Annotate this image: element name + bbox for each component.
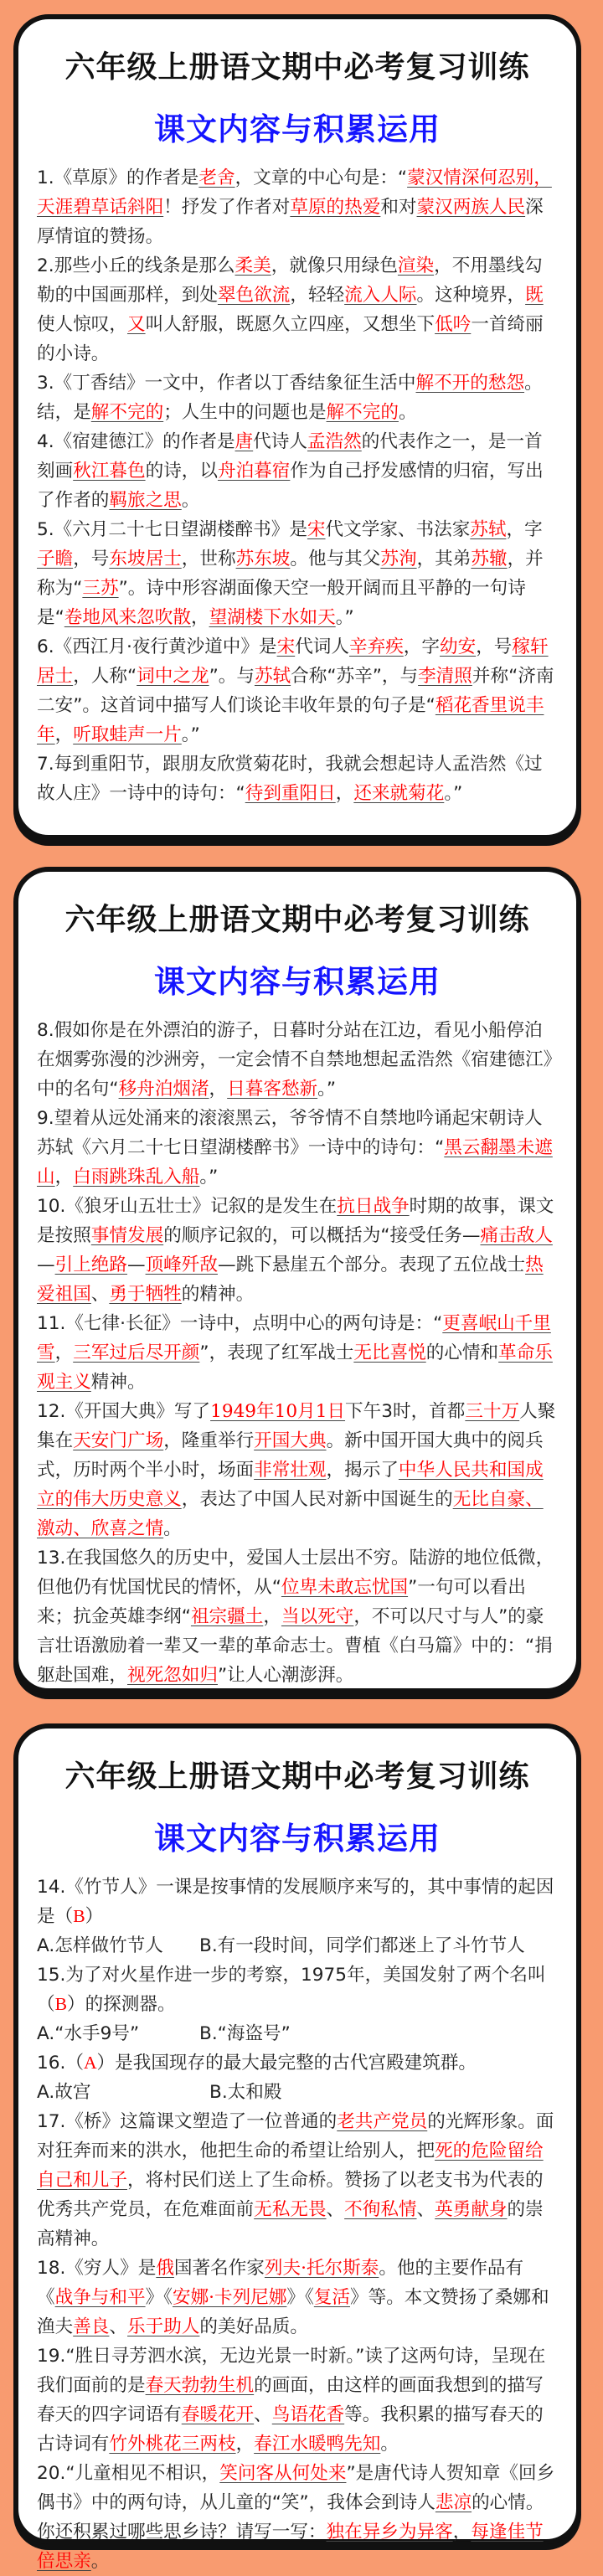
question-item — [37, 632, 559, 750]
question-text: ， — [263, 1606, 281, 1627]
answer-options — [37, 2019, 559, 2048]
answer-fill: 解不完的 — [90, 402, 164, 423]
question-item — [37, 368, 559, 427]
worksheet-card-2 — [13, 867, 581, 1693]
question-item — [37, 2459, 559, 2576]
answer-fill: 黑云翻墨未遮山 — [37, 1137, 553, 1188]
question-text: ”，表现了红军战士 — [199, 1342, 354, 1363]
question-text: ， — [209, 1079, 228, 1100]
question-text: ”让人心潮澎湃。 — [217, 1665, 354, 1686]
answer-fill: 痛击敌人 — [480, 1225, 553, 1246]
section-subtitle: 课文内容与积累运用 — [154, 964, 441, 1000]
answer-fill: 宋 — [276, 636, 296, 657]
question-list — [37, 1016, 559, 1690]
answer-fill: 解不完的 — [326, 402, 399, 423]
answer-fill: 渲染 — [397, 255, 435, 276]
question-text: 4.《宿建德江》的作者是 — [37, 431, 235, 452]
answer-fill: 苏轼 — [254, 666, 291, 687]
question-item — [37, 1104, 559, 1192]
choice-answer: B — [73, 1906, 85, 1926]
question-text: 的美好品质。 — [199, 2316, 308, 2337]
answer-fill: 死的危险留给自己和儿子 — [37, 2141, 544, 2191]
question-text: 叫人舒服，既愿久立四座，又想坐下 — [145, 314, 436, 335]
answer-fill: 安娜·卡列尼娜 — [172, 2287, 287, 2308]
answer-fill: 翠色欲流 — [217, 285, 291, 306]
question-text: 。他的主要作品有《 — [37, 2258, 524, 2308]
answer-fill: 列夫·托尔斯泰 — [264, 2258, 379, 2279]
answer-fill: 抗日战争 — [337, 1196, 410, 1217]
question-text: ，字 — [403, 636, 440, 657]
question-item — [37, 2254, 559, 2342]
question-text: ”一句可以看出来；抗金英雄李纲“ — [37, 1577, 526, 1627]
question-text: 。” — [317, 1079, 337, 1100]
question-text: 的心情和 — [425, 1342, 499, 1363]
question-item — [37, 1309, 559, 1397]
question-item — [37, 163, 559, 251]
question-text: 并称“济南二安”。这首词中描写人们谈论丰收年景的句子是“ — [37, 666, 554, 716]
question-text: 的心情。你还积累过哪些思乡诗？请写一写： — [37, 2492, 544, 2543]
answer-fill: 稻花香里说丰年 — [37, 695, 544, 745]
question-text: ） — [85, 1906, 104, 1927]
question-text: 17.《桥》这篇课文塑造了一位普通的 — [37, 2111, 338, 2132]
answer-fill: 还来就菊花 — [353, 783, 445, 804]
answer-fill: 1949年10月1日 — [210, 1401, 346, 1422]
option-b: B.太和殿 — [209, 2082, 282, 2103]
answer-fill: 听取蛙声一片 — [73, 724, 182, 745]
question-text: 代词人 — [295, 636, 349, 657]
question-text: ）是我国现存的最大最完整的古代宫殿建筑群。 — [96, 2053, 477, 2074]
question-text: ，隆重举行 — [163, 1430, 255, 1451]
answer-fill: 鸟语花香 — [271, 2404, 345, 2425]
question-text: 20.“儿童相见不相识， — [37, 2463, 220, 2484]
question-item — [37, 2107, 559, 2254]
answer-fill: 解不开的愁怨 — [415, 373, 525, 394]
question-text: 3.《丁香结》一文中，作者以丁香结象征生活中 — [37, 373, 416, 394]
option-b: B.有一段时间，同学们都迷上了斗竹节人 — [199, 1935, 525, 1956]
question-item — [37, 750, 559, 808]
question-list — [37, 163, 559, 808]
option-a: A.怎样做竹节人 — [37, 1935, 163, 1956]
question-text: ， — [54, 724, 74, 745]
question-text: 。结，是 — [37, 373, 543, 423]
section-subtitle: 课文内容与积累运用 — [154, 111, 441, 147]
answer-fill: 移舟泊烟渚 — [118, 1079, 209, 1100]
answer-fill: 苏辙 — [471, 549, 508, 569]
answer-fill: 竹外桃花三两枝 — [109, 2434, 236, 2455]
answer-fill: 唐 — [234, 431, 254, 452]
question-text: 。” — [335, 607, 354, 628]
question-text: 。” — [199, 1167, 219, 1188]
answer-fill: 三十万 — [465, 1401, 520, 1422]
answer-fill: 既 — [525, 285, 544, 306]
question-text: ，号 — [73, 549, 110, 569]
question-text: 的画面，由这样的画面我想到的描写春天的四字词语有 — [37, 2375, 544, 2425]
question-text: 。这种境界， — [416, 285, 526, 306]
answer-fill: 羁旅之思 — [109, 490, 182, 511]
answer-fill: 蒙汉两族人民 — [416, 197, 526, 218]
question-text: 的光辉形象。面对狂奔而来的洪水，他把生命的希望让给别人，把 — [37, 2111, 554, 2161]
answer-fill: 勇于牺牲 — [109, 1284, 182, 1305]
answer-fill: 顶峰歼敌 — [145, 1255, 218, 1275]
question-text: 人聚集在 — [37, 1401, 556, 1451]
answer-fill: 革命乐观主义 — [37, 1342, 553, 1393]
question-text: 9.望着从远处涌来的滚滚黑云，爷爷情不自禁地吟诵起宋朝诗人苏轼《六月二十七日望湖楼醉书》一诗中的诗句：“ — [37, 1108, 543, 1158]
answer-fill: 子瞻 — [37, 549, 74, 569]
question-text: 。 — [181, 490, 200, 511]
answer-fill: 稼轩居士 — [37, 636, 549, 687]
question-text: ）的探测器。 — [67, 1994, 176, 2015]
answer-fill: 热爱祖国 — [37, 1255, 544, 1305]
answer-fill: 春暖花开 — [181, 2404, 255, 2425]
question-text: 。新中国开国大典中的阅兵式，历时两个半小时，场面 — [37, 1430, 544, 1481]
answer-fill: 春天勃勃生机 — [145, 2375, 255, 2396]
answer-fill: 事情发展 — [90, 1225, 164, 1246]
answer-fill: 舟泊暮宿 — [217, 461, 291, 482]
worksheet-title: 六年级上册语文期中必考复习训练 — [64, 903, 530, 937]
question-text: 的精神。 — [181, 1284, 255, 1305]
question-text: 8.假如你是在外漂泊的游子，日暮时分站在江边，看见小船停泊在烟雾弥漫的沙洲旁，一定会情不自禁地想起孟浩然《宿建德江》中的名句“ — [37, 1020, 553, 1100]
answer-fill: 低吟 — [435, 314, 472, 335]
question-text: ，并称为“ — [37, 549, 544, 599]
answer-options — [37, 2078, 559, 2107]
answer-fill: 待到重阳日 — [245, 783, 336, 804]
answer-fill: 秋江暮色 — [73, 461, 146, 482]
answer-fill: 中华人民共和国成立的伟大历史意义 — [37, 1460, 544, 1510]
question-text: —跳下悬崖五个部分。表现了五位战士 — [217, 1255, 526, 1275]
question-text: 18.《穷人》是 — [37, 2258, 157, 2279]
question-text: 》《 — [145, 2287, 173, 2308]
question-text: 国著名作家 — [173, 2258, 265, 2279]
worksheet-title: 六年级上册语文期中必考复习训练 — [64, 1759, 530, 1794]
question-text: 11.《七律·长征》一诗中，点明中心的两句诗是：“ — [37, 1313, 443, 1334]
answer-fill: 每逢佳节倍思亲 — [37, 2522, 544, 2572]
question-item — [37, 1016, 559, 1104]
question-text: 》《 — [286, 2287, 314, 2308]
question-text: ， — [54, 1167, 74, 1188]
question-item — [37, 1397, 559, 1543]
question-text: 一首绮丽的小诗。 — [37, 314, 544, 364]
question-text: ，世称 — [181, 549, 236, 569]
question-text: 》等。本文赞扬了桑娜和渔夫 — [37, 2287, 549, 2337]
question-text: ，其弟 — [416, 549, 472, 569]
question-text: ，将村民们送上了生命桥。赞扬了以老支书为代表的优秀共产党员，在危难面前 — [37, 2170, 544, 2220]
answer-fill: 英勇献身 — [435, 2199, 508, 2220]
question-text: 15.为了对火星作进一步的考察，1975年，美国发射了两个名叫（ — [37, 1965, 546, 2015]
answer-fill: 苏东坡 — [235, 549, 291, 569]
question-text: 下午3时，首都 — [345, 1401, 466, 1422]
question-item — [37, 251, 559, 368]
question-text: 14.《竹节人》一课是按事情的发展顺序来写的，其中事情的起因是（ — [37, 1877, 554, 1927]
question-text: 的崇高精神。 — [37, 2199, 544, 2249]
question-text: 使人惊叹， — [37, 314, 127, 335]
question-item — [37, 515, 559, 632]
question-text: ”。诗中形容湖面像天空一般开阔而且平静的一句诗是“ — [37, 578, 526, 628]
question-text: ，不可以尺寸与人”的豪言壮语激励着一辈又一辈的革命志士。曹植《白马篇》中的：“捐躯赴国难， — [37, 1606, 553, 1686]
answer-fill: 白雨跳珠乱入船 — [73, 1167, 200, 1188]
question-text: 和对 — [380, 197, 417, 218]
question-text: ，号 — [476, 636, 513, 657]
worksheet-card-1 — [13, 14, 581, 840]
question-text: 5.《六月二十七日望湖楼醉书》是 — [37, 519, 307, 540]
question-text: 6.《西江月·夜行黄沙道中》是 — [37, 636, 277, 657]
question-text: 16.（ — [37, 2053, 84, 2074]
question-text: 合称“苏辛”，与 — [291, 666, 419, 687]
question-text: ， — [54, 1342, 74, 1363]
answer-fill: 东坡居士 — [109, 549, 182, 569]
answer-fill: 独在异乡为异客 — [326, 2522, 453, 2543]
question-text: ；人生中的问题也是 — [163, 402, 327, 423]
question-item — [37, 1543, 559, 1690]
question-text: 10.《狼牙山五壮士》记叙的是发生在 — [37, 1196, 338, 1217]
question-text: ，就像只用绿色 — [271, 255, 398, 276]
question-text: 时期的故事，课文是按照 — [37, 1196, 554, 1246]
answer-fill: 春江水暖鸭先知 — [254, 2434, 381, 2455]
question-text: 。他与其父 — [290, 549, 381, 569]
question-text: 代诗人 — [253, 431, 307, 452]
answer-fill: 无比自豪、激动、欣喜之情 — [37, 1489, 544, 1539]
question-text: 2.那些小丘的线条是那么 — [37, 255, 235, 276]
question-text: 19.“胜日寻芳泗水滨，无边光景一时新。”读了这两句诗，呈现在我们面前的是 — [37, 2346, 546, 2396]
question-text: — — [126, 1255, 146, 1275]
answer-fill: 李清照 — [418, 666, 472, 687]
question-text: — — [37, 1255, 55, 1275]
question-text: 12.《开国大典》写了 — [37, 1401, 211, 1422]
answer-fill: 无私无畏 — [254, 2199, 327, 2220]
answer-fill: 无比喜悦 — [353, 1342, 426, 1363]
answer-fill: 善良 — [73, 2316, 110, 2337]
option-a: A.“水手9号” — [37, 2023, 140, 2044]
answer-fill: 乐于助人 — [127, 2316, 200, 2337]
question-text: 。” — [181, 724, 200, 745]
question-item — [37, 2048, 559, 2078]
answer-fill: 战争与和平 — [54, 2287, 146, 2308]
question-text: ”是唐代诗人贺知章《回乡偶书》中的两句诗，从儿童的“笑”，我体会到诗人 — [37, 2463, 555, 2513]
worksheet-card-3 — [13, 1723, 581, 2572]
question-item — [37, 1192, 559, 1309]
question-text: ， — [452, 2522, 472, 2543]
question-text: 精神。 — [90, 1372, 146, 1393]
question-text: 。” — [444, 783, 463, 804]
answer-fill: 更喜岷山千里雪 — [37, 1313, 551, 1363]
question-text: ，人称“ — [73, 666, 137, 687]
choice-answer: B — [54, 1994, 68, 2014]
answer-fill: 卷地风来忽吹散 — [64, 607, 191, 628]
question-text: 的代表作之一，是一首刻画 — [37, 431, 543, 482]
answer-fill: 苏轼 — [470, 519, 507, 540]
answer-fill: 笑问客从何处来 — [219, 2463, 347, 2484]
answer-fill: 草原的热爱 — [290, 197, 381, 218]
question-text: 1.《草原》的作者是 — [37, 167, 199, 188]
question-text: 代文学家、书法家 — [325, 519, 471, 540]
answer-fill: 幼安 — [440, 636, 477, 657]
answer-fill: 宋 — [307, 519, 326, 540]
question-text: 。 — [380, 2434, 399, 2455]
question-text: 7.每到重阳节，跟朋友欣赏菊花时，我就会想起诗人孟浩然《过故人庄》一诗中的诗句：“ — [37, 754, 543, 804]
question-text: 13.在我国悠久的历史中，爱国人士层出不穷。陆游的地位低微，但他仍有忧国忧民的情怀，从“ — [37, 1548, 554, 1598]
question-text: 。 — [398, 402, 417, 423]
answer-fill: 祖宗疆土 — [190, 1606, 264, 1627]
question-text: 、 — [416, 2199, 436, 2220]
answer-fill: 老舍 — [198, 167, 235, 188]
answer-fill: 流入人际 — [344, 285, 417, 306]
answer-fill: 望湖楼下水如天 — [209, 607, 336, 628]
question-text: 、 — [109, 2316, 128, 2337]
question-text: 。 — [163, 1518, 182, 1539]
question-list — [37, 1873, 559, 2576]
question-text: ，字 — [506, 519, 543, 540]
question-item — [37, 427, 559, 515]
answer-fill: 非常壮观 — [254, 1460, 327, 1481]
answer-fill: 日暮客愁新 — [227, 1079, 318, 1100]
question-text: 、 — [254, 2404, 272, 2425]
answer-fill: 老共产党员 — [337, 2111, 428, 2132]
question-text: 的诗，以 — [145, 461, 218, 482]
question-item — [37, 1873, 559, 1931]
option-b: B.“海盗号” — [199, 2023, 291, 2044]
question-item — [37, 2342, 559, 2459]
question-text: ， — [335, 783, 354, 804]
answer-fill: 位卑未敢忘忧国 — [281, 1577, 409, 1598]
option-a: A.故宫 — [37, 2082, 91, 2103]
answer-fill: 辛弃疾 — [349, 636, 404, 657]
answer-fill: 词中之龙 — [137, 666, 209, 687]
answer-fill: 俄 — [156, 2258, 174, 2279]
question-text: 深厚情谊的赞扬。 — [37, 197, 544, 247]
question-text: ”。与 — [209, 666, 255, 687]
question-text: 。 — [90, 2551, 110, 2572]
question-text: ， — [190, 607, 209, 628]
question-text: ，文章的中心句是：“ — [234, 167, 408, 188]
answer-fill: 不徇私情 — [344, 2199, 417, 2220]
answer-fill: 蒙汉情深何忍别，天涯碧草话斜阳 — [37, 167, 552, 218]
answer-fill: 三军过后尽开颜 — [73, 1342, 200, 1363]
answer-fill: 引上绝路 — [54, 1255, 127, 1275]
section-subtitle: 课文内容与积累运用 — [154, 1821, 441, 1857]
answer-fill: 复活 — [313, 2287, 351, 2308]
answer-fill: 当以死守 — [281, 1606, 354, 1627]
answer-fill: 柔美 — [234, 255, 271, 276]
answer-fill: 三苏 — [82, 578, 119, 599]
question-text: 作为自己抒发感情的归宿，写出了作者的 — [37, 461, 544, 511]
question-text: ， — [235, 2434, 255, 2455]
answer-options — [37, 1931, 559, 1960]
question-text: ！抒发了作者对 — [163, 197, 291, 218]
answer-fill: 悲凉 — [435, 2492, 472, 2513]
question-text: 、 — [90, 1284, 110, 1305]
question-item — [37, 1960, 559, 2019]
answer-fill: 天安门广场 — [73, 1430, 164, 1451]
question-text: 、 — [326, 2199, 345, 2220]
answer-fill: 开国大典 — [254, 1430, 327, 1451]
question-text: ，不用墨线勾勒的中国画那样，到处 — [37, 255, 543, 306]
answer-fill: 又 — [126, 314, 146, 335]
question-text: 的顺序记叙的，可以概括为“接受任务— — [163, 1225, 481, 1246]
question-text: ，表达了中国人民对新中国诞生的 — [181, 1489, 453, 1510]
worksheet-title: 六年级上册语文期中必考复习训练 — [64, 50, 530, 85]
choice-answer: A — [83, 2053, 97, 2073]
question-text: 等。我积累的描写春天的古诗词有 — [37, 2404, 544, 2455]
question-text: ，轻轻 — [290, 285, 345, 306]
question-text: ，揭示了 — [326, 1460, 399, 1481]
answer-fill: 孟浩然 — [307, 431, 362, 452]
answer-fill: 苏洵 — [380, 549, 417, 569]
answer-fill: 视死忽如归 — [126, 1665, 218, 1686]
